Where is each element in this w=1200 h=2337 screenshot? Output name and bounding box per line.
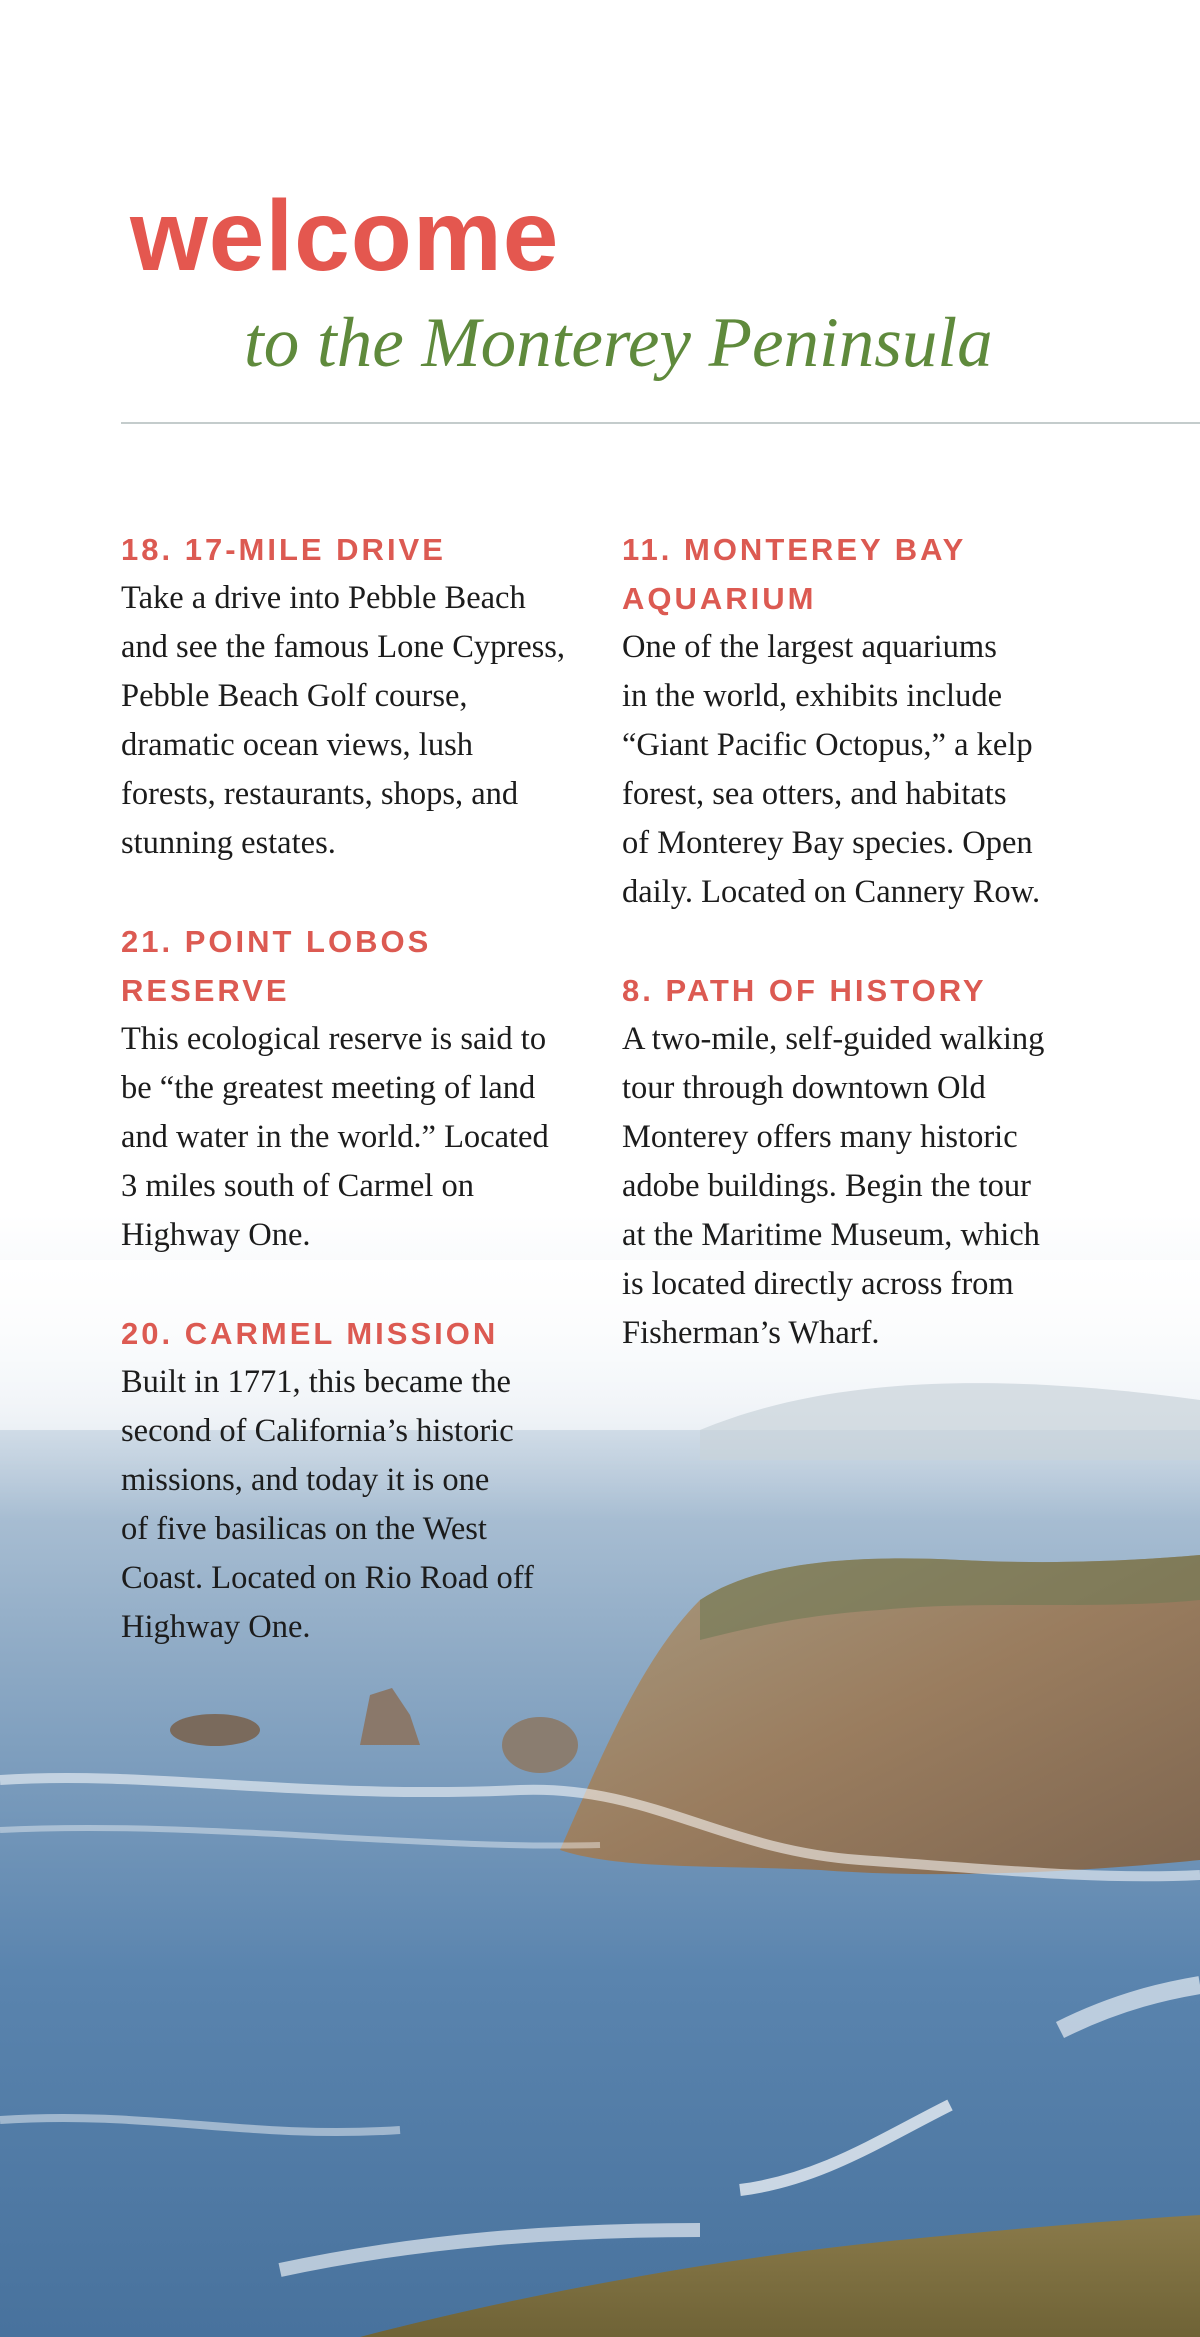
- description-line: of Monterey Bay species. Open: [622, 825, 1033, 861]
- description-line: daily. Located on Cannery Row.: [622, 874, 1041, 910]
- description-line: This ecological reserve is said to: [121, 1021, 547, 1057]
- entry-description: [622, 623, 1092, 917]
- heading-line: 21. POINT LOBOS: [121, 924, 432, 959]
- heading-line: AQUARIUM: [622, 581, 817, 616]
- description-line: of five basilicas on the West: [121, 1511, 487, 1547]
- description-line: in the world, exhibits include: [622, 678, 1003, 714]
- description-line: second of California’s historic: [121, 1413, 514, 1449]
- description-line: 3 miles south of Carmel on: [121, 1168, 474, 1204]
- left-column: [121, 525, 591, 1701]
- description-line: and water in the world.” Located: [121, 1119, 549, 1155]
- description-line: Built in 1771, this became the: [121, 1364, 511, 1400]
- description-line: forests, restaurants, shops, and: [121, 776, 519, 812]
- description-line: A two-mile, self-guided walking: [622, 1021, 1045, 1057]
- description-line: be “the greatest meeting of land: [121, 1070, 536, 1106]
- description-line: Highway One.: [121, 1609, 311, 1645]
- description-line: Highway One.: [121, 1217, 311, 1253]
- description-line: “Giant Pacific Octopus,” a kelp: [622, 727, 1033, 763]
- description-line: One of the largest aquariums: [622, 629, 997, 665]
- entry-heading: [622, 525, 1092, 623]
- entry-17-mile-drive: [121, 525, 591, 868]
- entry-description: [121, 574, 591, 868]
- entry-heading: [121, 917, 591, 1015]
- right-column: [622, 525, 1092, 1407]
- heading-line: 11. MONTEREY BAY: [622, 532, 967, 567]
- description-line: Coast. Located on Rio Road off: [121, 1560, 534, 1596]
- description-line: and see the famous Lone Cypress,: [121, 629, 566, 665]
- description-line: Pebble Beach Golf course,: [121, 678, 468, 714]
- description-line: Fisherman’s Wharf.: [622, 1315, 880, 1351]
- page-subtitle: to the Monterey Peninsula: [244, 304, 993, 382]
- description-line: stunning estates.: [121, 825, 336, 861]
- heading-line: RESERVE: [121, 973, 290, 1008]
- description-line: forest, sea otters, and habitats: [622, 776, 1007, 812]
- entry-heading: 18. 17-MILE DRIVE: [121, 532, 446, 567]
- entry-monterey-bay-aquarium: [622, 525, 1092, 917]
- entry-description: [121, 1358, 591, 1652]
- entry-point-lobos-reserve: [121, 917, 591, 1260]
- description-line: Monterey offers many historic: [622, 1119, 1018, 1155]
- description-line: tour through downtown Old: [622, 1070, 986, 1106]
- entry-description: [622, 1015, 1092, 1358]
- entry-path-of-history: [622, 966, 1092, 1358]
- description-line: Take a drive into Pebble Beach: [121, 580, 526, 616]
- page-title: welcome: [130, 180, 560, 292]
- description-line: is located directly across from: [622, 1266, 1014, 1302]
- description-line: at the Maritime Museum, which: [622, 1217, 1040, 1253]
- description-line: adobe buildings. Begin the tour: [622, 1168, 1031, 1204]
- entry-description: [121, 1015, 591, 1260]
- entry-heading: 8. PATH OF HISTORY: [622, 973, 987, 1008]
- description-line: dramatic ocean views, lush: [121, 727, 473, 763]
- header-divider: [121, 422, 1200, 424]
- description-line: missions, and today it is one: [121, 1462, 490, 1498]
- entry-carmel-mission: [121, 1309, 591, 1652]
- entry-heading: 20. CARMEL MISSION: [121, 1316, 499, 1351]
